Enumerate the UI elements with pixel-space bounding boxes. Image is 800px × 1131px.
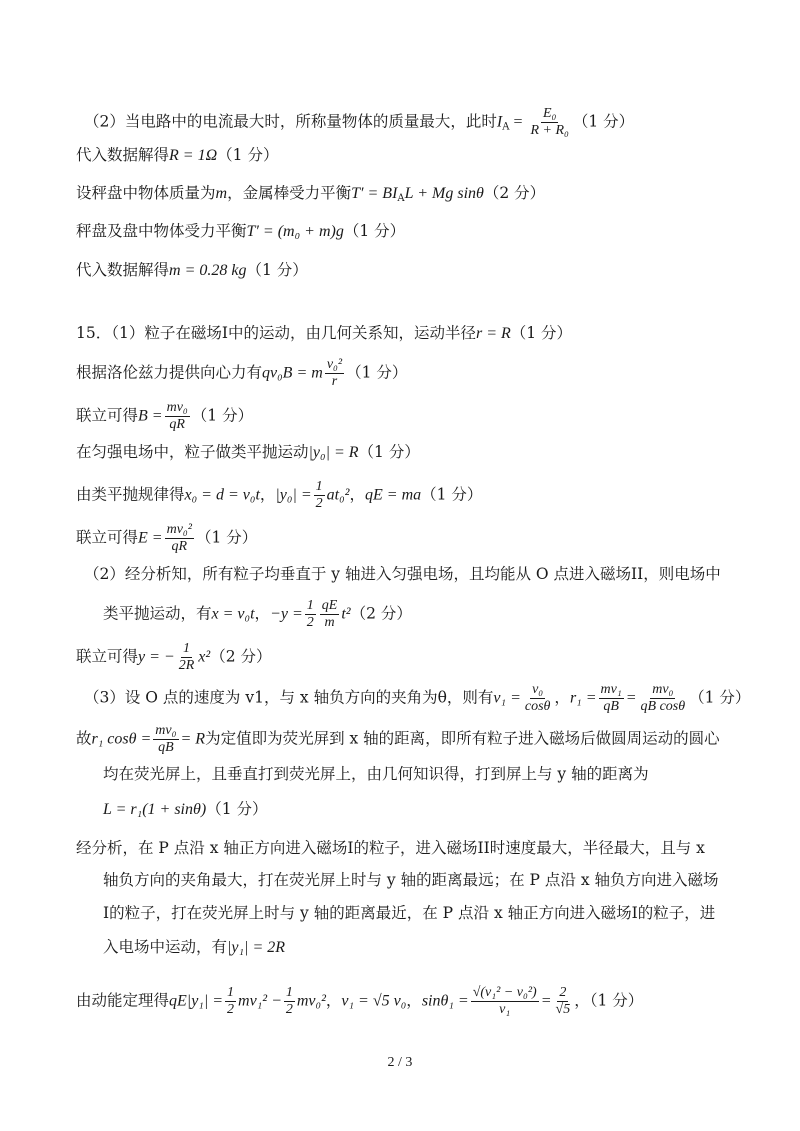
denominator: 2 [227, 1002, 235, 1017]
numerator: E₀ [542, 106, 557, 121]
text: 联立可得 [76, 647, 139, 666]
fraction [554, 985, 573, 1018]
line-part2 [84, 562, 770, 586]
fraction [320, 598, 340, 631]
text: ，金属棒受力平衡 [227, 184, 352, 202]
text: 秤盘及盘中物体受力平衡 [76, 222, 247, 240]
score: （1 分） [421, 485, 483, 504]
math: r₁ cosθ = [91, 730, 152, 748]
math: x = v₀t [211, 605, 255, 623]
score: （1 分） [510, 324, 573, 342]
numerator: 2 [559, 985, 567, 1000]
score: （1 分） [206, 800, 268, 818]
score: （2 分） [210, 647, 272, 666]
denominator: qB [603, 699, 619, 714]
comma: ， [254, 604, 271, 623]
fraction [528, 106, 570, 139]
math: qE|y₁| = [169, 992, 224, 1010]
text: 15．（1）粒子在磁场I中的运动，由几何关系知，运动半径 [76, 324, 476, 342]
numerator: 1 [227, 985, 235, 1000]
math: mv₀² [296, 992, 326, 1010]
fraction [314, 479, 325, 512]
math: r₁ = [569, 689, 597, 707]
comma: ， [259, 485, 276, 504]
page-number: 2 / 3 [387, 1055, 413, 1070]
line-electric-field [76, 440, 770, 465]
text: 均在荧光屏上，且垂直打到荧光屏上，由几何知识得，打到屏上与 y 轴的距离为 [103, 765, 649, 783]
math: = [540, 992, 552, 1010]
denominator: v₁ [499, 1002, 511, 1017]
line-analysis-4 [103, 935, 770, 960]
math: |y₀| = R [308, 444, 359, 461]
line-trajectory [76, 641, 770, 674]
fraction [325, 357, 344, 390]
comma: ， [554, 688, 570, 707]
line-B-result [76, 400, 770, 433]
math: |y₀| = [275, 486, 312, 504]
fraction [305, 598, 316, 631]
text: 联立可得 [76, 406, 139, 425]
score: （2 分） [350, 604, 412, 623]
score: （1 分） [346, 363, 408, 382]
math: r = R [475, 325, 511, 342]
denominator: 2 [285, 1002, 293, 1017]
denominator: 2R [178, 658, 195, 673]
math: |y₁| = 2R [227, 939, 286, 956]
math: = R [180, 730, 206, 748]
fraction [177, 641, 197, 674]
denominator: √5 [555, 1002, 571, 1017]
fraction [639, 682, 688, 715]
text: 为定值即为荧光屏到 x 轴的距离，即所有粒子进入磁场后做圆周运动的圆心 [205, 729, 720, 748]
comma: ， [325, 991, 342, 1010]
denominator: 2 [306, 615, 314, 630]
score: （1 分） [246, 261, 308, 279]
numerator: 1 [306, 598, 314, 613]
numerator: 1 [315, 479, 323, 494]
math: at₀² [326, 486, 350, 504]
score: （1 分） [191, 406, 254, 425]
line-L-formula [103, 797, 770, 822]
score: （2 分） [483, 184, 546, 202]
text: 类平抛运动，有 [103, 604, 212, 623]
denominator: R + R₀ [530, 123, 569, 138]
text: 故 [76, 729, 92, 748]
numerator: mv₀ [155, 723, 177, 738]
math: m = 0.28 kg [169, 262, 247, 279]
math-I: I [496, 113, 503, 131]
denominator: m [324, 615, 335, 630]
subscript: A [397, 193, 405, 204]
math: m [215, 185, 228, 202]
text: I的粒子，打在荧光屏上时与 y 轴的距离最近，在 P 点沿 x 轴正方向进入磁场I的粒子，进 [103, 904, 716, 922]
line-q15-part1 [76, 321, 770, 346]
fraction [165, 400, 190, 433]
denominator: qR [169, 417, 185, 432]
math: v₁ = √5 v₀ [341, 992, 407, 1010]
subscript: A [502, 121, 510, 133]
line-part3 [84, 682, 770, 715]
text: 在匀强电场中，粒子做类平抛运动 [76, 443, 309, 461]
denominator: qR [171, 539, 188, 554]
math: v₁ = [493, 689, 521, 707]
fraction [165, 522, 194, 555]
math: L = r₁(1 + sinθ) [103, 801, 207, 818]
math: sinθ₁ = [421, 992, 469, 1010]
numerator: 1 [183, 641, 190, 656]
math-eq: = [509, 113, 527, 131]
math: T′ = BI [351, 185, 398, 202]
math: x₀ = d = v₀t [184, 486, 260, 504]
line-mass-result [76, 258, 770, 283]
numerator: v₀ [532, 682, 544, 697]
line-force-balance-pan [76, 219, 770, 244]
fraction [599, 682, 624, 715]
math: t² [341, 605, 351, 623]
math: mv₁² − [238, 992, 282, 1010]
text: 联立可得 [76, 528, 139, 547]
score: （1 分） [689, 688, 751, 707]
text: 代入数据解得 [76, 261, 170, 279]
fraction [471, 985, 539, 1018]
denominator: cosθ [524, 699, 551, 714]
numerator: mv₀² [166, 522, 192, 537]
text: 轴负方向的夹角最大，打在荧光屏上时与 y 轴的距离最远；在 P 点沿 x 轴负方向进入磁场 [103, 871, 719, 889]
fraction [523, 682, 553, 715]
line-E-result [76, 522, 770, 555]
math: B = [138, 407, 163, 425]
score: （1 分） [217, 146, 279, 164]
fraction [225, 985, 236, 1018]
math: R = 1Ω [169, 147, 218, 164]
numerator: mv₀ [166, 400, 188, 415]
denominator: r [331, 374, 338, 389]
text: 代入数据解得 [76, 146, 170, 164]
text: 根据洛伦兹力提供向心力有 [76, 363, 263, 382]
math: E = [138, 529, 163, 547]
comma: ， [406, 991, 422, 1010]
math: x² [198, 648, 211, 666]
score: （1 分） [589, 991, 644, 1010]
text: 由类平抛规律得 [76, 485, 185, 504]
text: （3）设 O 点的速度为 v1，与 x 轴负方向的夹角为θ，则有 [84, 688, 494, 707]
comma: ， [349, 485, 365, 504]
math: qE = ma [365, 486, 422, 504]
score: （1 分） [572, 112, 635, 131]
math: y = − [138, 648, 175, 666]
score: （1 分） [358, 443, 420, 461]
score: （1 分） [343, 222, 406, 240]
line-constant-distance [76, 723, 770, 756]
fraction [153, 723, 178, 756]
line-force-balance-rod [76, 181, 770, 211]
text: （2）当电路中的电流最大时，所称量物体的质量最大，此时 [84, 112, 497, 131]
line-analysis-2 [103, 868, 770, 892]
math: T′ = (m₀ + m)g [246, 223, 344, 240]
line-part2-motion [103, 598, 770, 631]
comma: ， [574, 991, 590, 1010]
numerator: mv₁ [600, 682, 622, 697]
numerator: mv₀ [652, 682, 674, 697]
line-analysis-3 [103, 901, 770, 925]
fraction [284, 985, 295, 1018]
text: 设秤盘中物体质量为 [76, 184, 216, 202]
line-part2-current [84, 106, 770, 140]
math: −y = [270, 605, 303, 623]
text: （2）经分析知，所有粒子均垂直于 y 轴进入匀强电场，且均能从 O 点进入磁场II，则电场中 [84, 565, 721, 583]
numerator: v₀² [326, 357, 343, 372]
numerator: 1 [285, 985, 293, 1000]
numerator: qE [321, 598, 338, 613]
line-analysis-1 [76, 836, 770, 860]
line-projectile [76, 479, 770, 512]
math: = [625, 689, 637, 707]
denominator: qB cosθ [640, 699, 686, 714]
text: 经分析，在 P 点沿 x 轴正方向进入磁场I的粒子，进入磁场II时速度最大，半径最大，且与 x [76, 839, 705, 857]
line-screen [103, 762, 770, 786]
line-energy-theorem [76, 985, 770, 1018]
math: qv₀B = m [262, 364, 323, 382]
math: L + Mg sinθ [404, 185, 484, 202]
denominator: 2 [315, 496, 323, 511]
numerator: √(v₁² − v₀²) [472, 985, 537, 1000]
line-resistance [76, 143, 770, 168]
text: 入电场中运动，有 [103, 938, 228, 956]
text: 由动能定理得 [76, 991, 170, 1010]
score: （1 分） [195, 528, 258, 547]
line-lorentz [76, 357, 770, 390]
denominator: qB [158, 740, 174, 755]
